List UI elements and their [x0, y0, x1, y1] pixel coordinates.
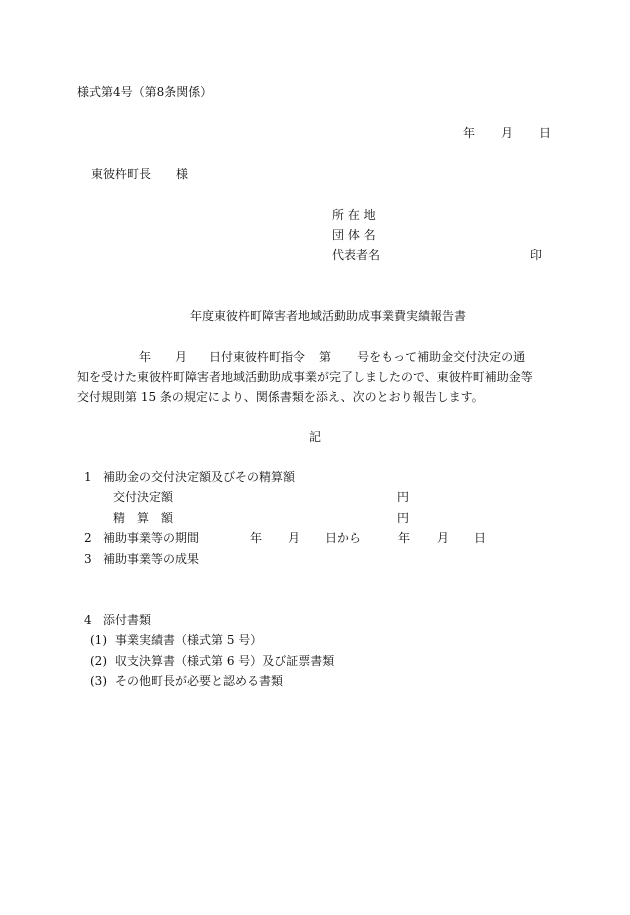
ki-heading: 記 [309, 430, 322, 444]
addressee-name: 東彼杵町長 [91, 167, 152, 181]
org-name-label: 団 体 名 [332, 228, 376, 242]
body-date-text: 日付東彼杵町指令 [209, 350, 306, 364]
period-to-year: 年 [398, 531, 411, 545]
attachment-1-number: (1) [90, 633, 107, 647]
body-number-prefix: 第 [319, 350, 332, 364]
attachment-2-number: (2) [90, 654, 107, 668]
settled-amount-label: 精 算 額 [113, 511, 174, 525]
period-to-month: 月 [437, 531, 450, 545]
item-2-label: 補助事業等の期間 [103, 531, 200, 545]
body-paragraph [77, 347, 557, 407]
seal-mark: 印 [530, 248, 543, 262]
period-from-month: 月 [288, 531, 301, 545]
settled-amount-unit: 円 [397, 511, 410, 525]
address-label: 所 在 地 [332, 208, 376, 222]
date-day: 日 [539, 126, 552, 140]
period-to-day: 日 [474, 531, 487, 545]
item-1-number: 1 [84, 470, 92, 484]
attachment-1-text: 事業実績書（様式第 5 号） [115, 633, 263, 647]
date-year: 年 [463, 126, 476, 140]
item-1-label: 補助金の交付決定額及びその精算額 [103, 470, 296, 484]
item-4-number: 4 [84, 613, 92, 627]
item-4-label: 添付書類 [103, 613, 152, 627]
form-number: 様式第4号（第8条関係） [77, 85, 213, 99]
item-2-number: 2 [84, 531, 92, 545]
body-line-2: 知を受けた東彼杵町障害者地域活動助成事業が完了しましたので、東彼杵町補助金等 [77, 370, 533, 384]
period-from-day: 日から [325, 531, 362, 545]
body-line-3: 交付規則第 15 条の規定により、関係書類を添え、次のとおり報告します。 [77, 390, 484, 404]
decided-amount-unit: 円 [397, 490, 410, 504]
attachment-3-text: その他町長が必要と認める書類 [115, 674, 284, 688]
attachment-3-number: (3) [90, 674, 107, 688]
date-month: 月 [501, 126, 514, 140]
representative-label: 代表者名 [332, 248, 381, 262]
body-line-1-rest: 号をもって補助金交付決定の通 [357, 350, 526, 364]
attachment-2-text: 収支決算書（様式第 6 号）及び証票書類 [115, 654, 335, 668]
body-year: 年 [139, 350, 152, 364]
decided-amount-label: 交付決定額 [113, 490, 174, 504]
body-month: 月 [175, 350, 188, 364]
addressee-honorific: 様 [176, 167, 189, 181]
report-title: 年度東彼杵町障害者地域活動助成事業費実績報告書 [190, 309, 467, 323]
period-from-year: 年 [250, 531, 263, 545]
item-3-number: 3 [84, 552, 92, 566]
body-line-1 [77, 347, 557, 367]
item-3-label: 補助事業等の成果 [103, 552, 200, 566]
